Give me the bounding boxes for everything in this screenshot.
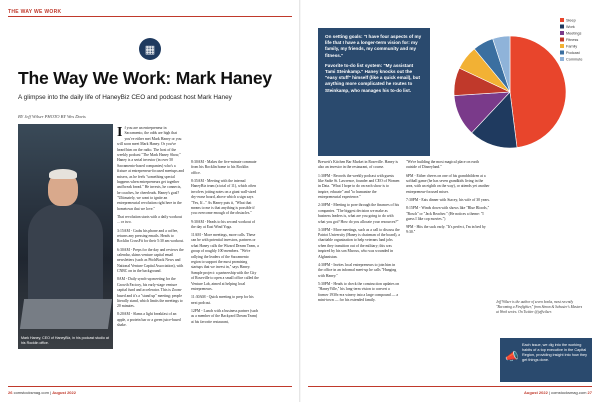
quote-sidebar xyxy=(318,28,430,156)
footer-left: 26 comstocksmag.com | August 2022 xyxy=(8,390,76,395)
schedule-entry: 8AM - Daily synch-up meeting for the Growth Factory, his early-stage venture capital fund and accelerator. This is Zoom-based and it's a "stand up" meeting; people literally stand, which limits the meetings to 20 minutes. xyxy=(117,277,183,309)
page-title: The Way We Work: Mark Haney xyxy=(18,68,272,88)
legend-swatch xyxy=(560,18,564,22)
promo-box xyxy=(500,338,592,382)
article-paragraph: That revolution starts with a daily workout ... or two. xyxy=(117,215,182,225)
footer-site[interactable]: comstocksmag.com xyxy=(551,390,587,395)
legend-label: Work xyxy=(566,25,575,30)
section-rule xyxy=(8,16,292,17)
schedule-entry: 11AM - More meetings, more calls. These can be with potential investors, partners or what Haney calls the Wizard Dream Team, a group of roughly 100 members. "We're rallying the leaders of the Sacramento region to support the most promising startups that we invest in," says Haney. Sample project: a partnership with the City of Roseville to open a small office called the Venture Lab, aimed at helping local entrepreneurs. xyxy=(191,233,259,291)
megaphone-icon: 📣 xyxy=(505,350,519,363)
pie-chart xyxy=(438,10,596,155)
section-tag: THE WAY WE WORK xyxy=(8,9,62,15)
quote-text: "My assistant Tami Steinkamp." Haney knocks out the "easy stuff" himself (like a quick email), but anything more complicated he routes to Steinkamp, who manages his to-do list. xyxy=(325,62,420,93)
schedule-entry: 9:30AM - Heads to his second workout of the day at East Wind Yoga. xyxy=(191,219,256,229)
schedule-entry: 2:30PM - Meeting to pore through the finances of his companies. "The biggest decision we make as business leaders is, what are you going to do with what you got? How do you allocate your resources?" xyxy=(318,203,400,224)
article-column-2 xyxy=(191,160,259,328)
right-page xyxy=(300,0,600,402)
schedule-entry: 1:30PM - Records the weekly podcast with guests like Sadie St. Lawrence, founder and CEO of Women in Data. "What I hope to do on each show is to inspire, educate" and "to humanize the entrepreneurial experience." xyxy=(318,173,400,200)
quote-label: Favorite to-do list system: xyxy=(325,62,383,68)
photo-laptop xyxy=(20,299,112,329)
schedule-entry: 5:30PM - Heads to check the construction updates on "HaneyVille," his long-term vision to convert a former 1930s-era winery into a large compound — a mini-town — for his extended family. xyxy=(318,281,400,302)
schedule-entry: 8:15PM - Winds down with shows like "Blue Bloods," "Bosch" or "Jack Reacher." (He notices a theme: "I guess I like cop movies.") xyxy=(406,206,490,221)
pie-slice xyxy=(510,36,566,148)
legend-swatch xyxy=(560,31,564,35)
calendar-icon: ▦ xyxy=(139,38,161,60)
quote-text: "I have four aspects of my life that I have a longer-term vision for: my family, my friends, my community and my fitness." xyxy=(325,34,422,58)
schedule-entry: Brewett's Kitchen Bar Market in Roseville. Haney is also an investor in the restaurant, of course. xyxy=(318,160,398,170)
legend-swatch xyxy=(560,44,564,48)
photo-caption: Mark Haney, CEO of HaneyBiz, in his podcast studio at his Rocklin office. xyxy=(21,336,109,345)
schedule-entry: 12PM - Lunch with a business partner (such as a member of the Backyard Dream Team) at his favorite restaurant, xyxy=(191,308,259,324)
legend-label: Fitness xyxy=(566,38,579,43)
footer-rule xyxy=(308,386,592,387)
legend-label: Sleep xyxy=(566,18,576,23)
article-paragraph: f you are an entrepreneur in Sacramento, the odds are high that you've either met Mark Haney or you will soon meet Mark Haney. Or you've heard him on the radio. The host of the weekly podcast "The Mark Haney Show," Haney is a serial investor (in over 50 Sacramento-based companies) who's a fixture at entrepreneur-focused meetups and mixers, as he feels "something special happens when entrepreneurs get together and break bread." He invests, he connects, he coaches, he cheerleads. Haney's goal? "Ultimately, we want to ignite an entrepreneurial revolution right here in the hometown that we love." xyxy=(117,126,184,211)
schedule-entry: 3:30PM - More meetings, such as a call to discuss the Patriot University (Haney is chairman of the board), a charitable organization to help veterans land jobs when they transition out of the military; this was inspired by his son Marcus, who was wounded in Afghanistan. xyxy=(318,227,400,259)
legend-swatch xyxy=(560,25,564,29)
footer-rule xyxy=(8,386,292,387)
schedule-entry: 3:15AM - Grabs his phone and a coffee, returns any pressing emails. Heads to Rocklin CrossFit for their 5:30 am workout. xyxy=(117,228,184,244)
legend-swatch xyxy=(560,57,564,61)
byline: BY Jeff Wilser PHOTO BY Wes Davis xyxy=(18,114,86,119)
schedule-entry: 7:30PM - Eats dinner with Stacey, his wife of 30 years. xyxy=(406,197,490,202)
schedule-entry: 9PM - Hits the sack early. "It's perfect, I'm in bed by 9:30." xyxy=(406,225,486,235)
article-column-1 xyxy=(117,126,185,331)
page-subtitle: A glimpse into the daily life of HaneyBiz CEO and podcast host Mark Haney xyxy=(18,94,232,101)
footer-issue: August 2022 xyxy=(52,390,76,395)
portrait-photo xyxy=(18,124,113,349)
page-number: 27 xyxy=(587,390,592,395)
photo-figure-body xyxy=(28,204,103,314)
promo-text: Each issue, we dig into the working habits of a top executive in the Capital Region, providing insight into how they get things done. xyxy=(522,343,588,363)
schedule-entry: 6:30AM - Preps for the day and reviews the calendar, skims venture capital email newsletters (such as PitchBook News and National Venture Capital Association), with CNBC on in the background. xyxy=(117,247,184,274)
schedule-entry: 6PM - Either cheers on one of his grandchildren at a softball game (he has seven grandkids living in the area, with an eighth on the way), or attends yet another entrepreneur-focused mixer. xyxy=(406,173,490,194)
footer-site[interactable]: comstocksmag.com xyxy=(13,390,49,395)
schedule-entry: "We're building the most magical place on earth outside of Disneyland." xyxy=(406,160,479,170)
article-column-4 xyxy=(406,160,490,239)
legend-label: Commute xyxy=(566,57,583,62)
schedule-entry: 8:30AM - Makes the five-minute commute from his Rocklin home to his Rocklin office. xyxy=(191,160,257,175)
legend-label: Family xyxy=(566,44,578,49)
page-number: 26 xyxy=(8,390,13,395)
photo-figure-hair xyxy=(49,169,77,179)
drop-cap: I xyxy=(117,125,123,140)
legend-swatch xyxy=(560,38,564,42)
legend-swatch xyxy=(560,51,564,55)
pie-chart-svg xyxy=(438,10,596,155)
schedule-entry: 11:30AM - Quick meeting to prep for his next podcast. xyxy=(191,295,254,305)
legend-label: Meetings xyxy=(566,31,582,36)
legend-label: Podcast xyxy=(566,51,580,56)
schedule-entry: 8:35AM - Meeting with the internal HaneyBiz team (a total of 11), which often involves jotting notes on a giant wall-sized dry-erase board, above which a sign says "Yes, If..." As Haney puts it, "What that means to me is that anything is possible if you overcome enough of the obstacles." xyxy=(191,178,257,216)
author-note: Jeff Wilser is the author of seven books, most recently "Becoming a Firefighter," from Simon & Schuster's Masters at Work series. On Twitter @jeffwilser. xyxy=(496,300,583,315)
article-column-3 xyxy=(318,160,400,306)
schedule-entry: 4:30PM - Invites local entrepreneurs to join him in the office in an informal meet-up he calls "Hanging with Haney." xyxy=(318,262,397,278)
quote-label: On setting goals: xyxy=(325,34,363,39)
schedule-entry: 8:20AM - Slams a light breakfast of an apple, a protein bar or a green juice-based shake. xyxy=(117,312,181,328)
footer-right: August 2022 | comstocksmag.com 27 xyxy=(524,390,592,395)
footer-issue: August 2022 xyxy=(524,390,548,395)
